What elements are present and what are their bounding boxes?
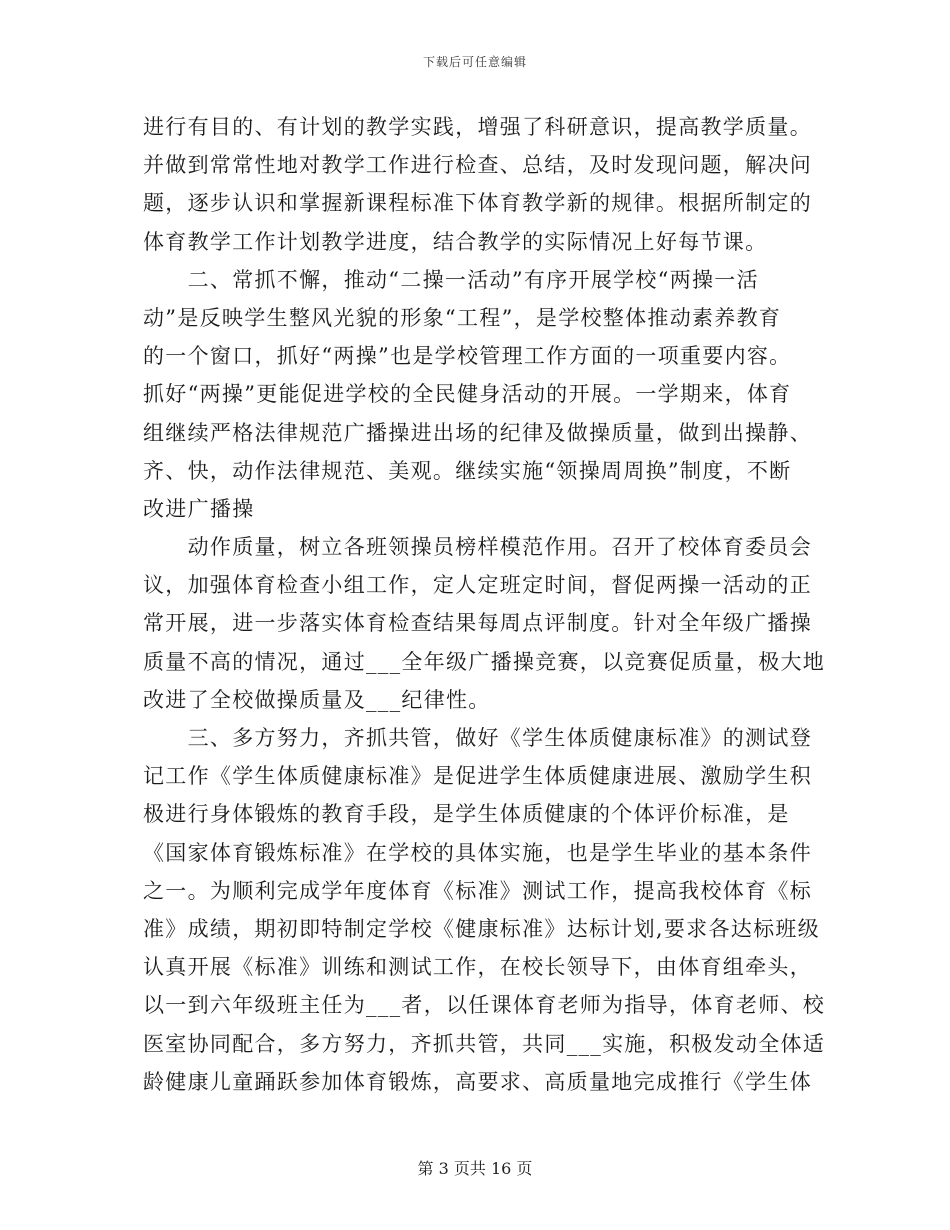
text-line: 组继续严格法律规范广播操进出场的纪律及做操质量，做到出操静、 [143, 420, 812, 445]
text-line: 医室协同配合，多方努力，齐抓共管，共同___实施，积极发动全体适 [143, 1031, 826, 1056]
text-line: 龄健康儿童踊跃参加体育锻炼，高要求、高质量地完成推行《学生体 [143, 1069, 812, 1094]
text-line: 的一个窗口，抓好“两操”也是学校管理工作方面的一项重要内容。 [143, 344, 792, 369]
text-line: 改进了全校做操质量及___纪律性。 [143, 687, 491, 712]
page-header: 下载后可任意编辑 [422, 55, 527, 69]
text-line: 记工作《学生体质健康标准》是促进学生体质健康进展、激励学生积 [143, 764, 812, 789]
text-line: 常开展，进一步落实体育检查结果每周点评制度。针对全年级广播操 [143, 611, 812, 636]
text-line: 二、常抓不懈，推动“二操一活动”有序开展学校“两操一活 [143, 267, 759, 292]
text-line: 认真开展《标准》训练和测试工作，在校长领导下，由体育组牵头， [143, 955, 812, 980]
text-line: 之一。为顺利完成学年度体育《标准》测试工作，提高我校体育《标 [143, 878, 812, 903]
document-body [143, 108, 826, 1101]
text-line: 动作质量，树立各班领操员榜样模范作用。召开了校体育委员会 [143, 535, 812, 560]
text-line: 抓好“两操”更能促进学校的全民健身活动的开展。一学期来，体育 [143, 382, 792, 407]
text-line: 体育教学工作计划教学进度，结合教学的实际情况上好每节课。 [143, 229, 768, 254]
text-line: 质量不高的情况，通过___全年级广播操竞赛，以竞赛促质量，极大地 [143, 649, 826, 674]
text-line: 《国家体育锻炼标准》在学校的具体实施，也是学生毕业的基本条件 [143, 840, 812, 865]
text-line: 齐、快，动作法律规范、美观。继续实施“领操周周换”制度，不断 [143, 458, 792, 483]
text-line: 动”是反映学生整风光貌的形象“工程”，是学校整体推动素养教育 [143, 305, 782, 330]
page-number: 第 3 页共 16 页 [417, 1159, 533, 1178]
text-line: 极进行身体锻炼的教育手段，是学生体质健康的个体评价标准，是 [143, 802, 790, 827]
text-line: 改进广播操 [143, 496, 255, 521]
text-line: 三、多方努力，齐抓共管，做好《学生体质健康标准》的测试登 [143, 726, 812, 750]
text-line: 题，逐步认识和掌握新课程标准下体育教学新的规律。根据所制定的 [143, 191, 812, 216]
text-line: 议，加强体育检查小组工作，定人定班定时间，督促两操一活动的正 [143, 573, 812, 598]
text-line: 以一到六年级班主任为___者，以任课体育老师为指导，体育老师、校 [143, 993, 826, 1018]
text-line: 并做到常常性地对教学工作进行检查、总结，及时发现问题，解决问 [143, 153, 812, 178]
text-line: 准》成绩，期初即特制定学校《健康标准》达标计划,要求各达标班级 [143, 916, 820, 941]
text-line: 进行有目的、有计划的教学实践，增强了科研意识，提高教学质量。 [143, 115, 812, 139]
